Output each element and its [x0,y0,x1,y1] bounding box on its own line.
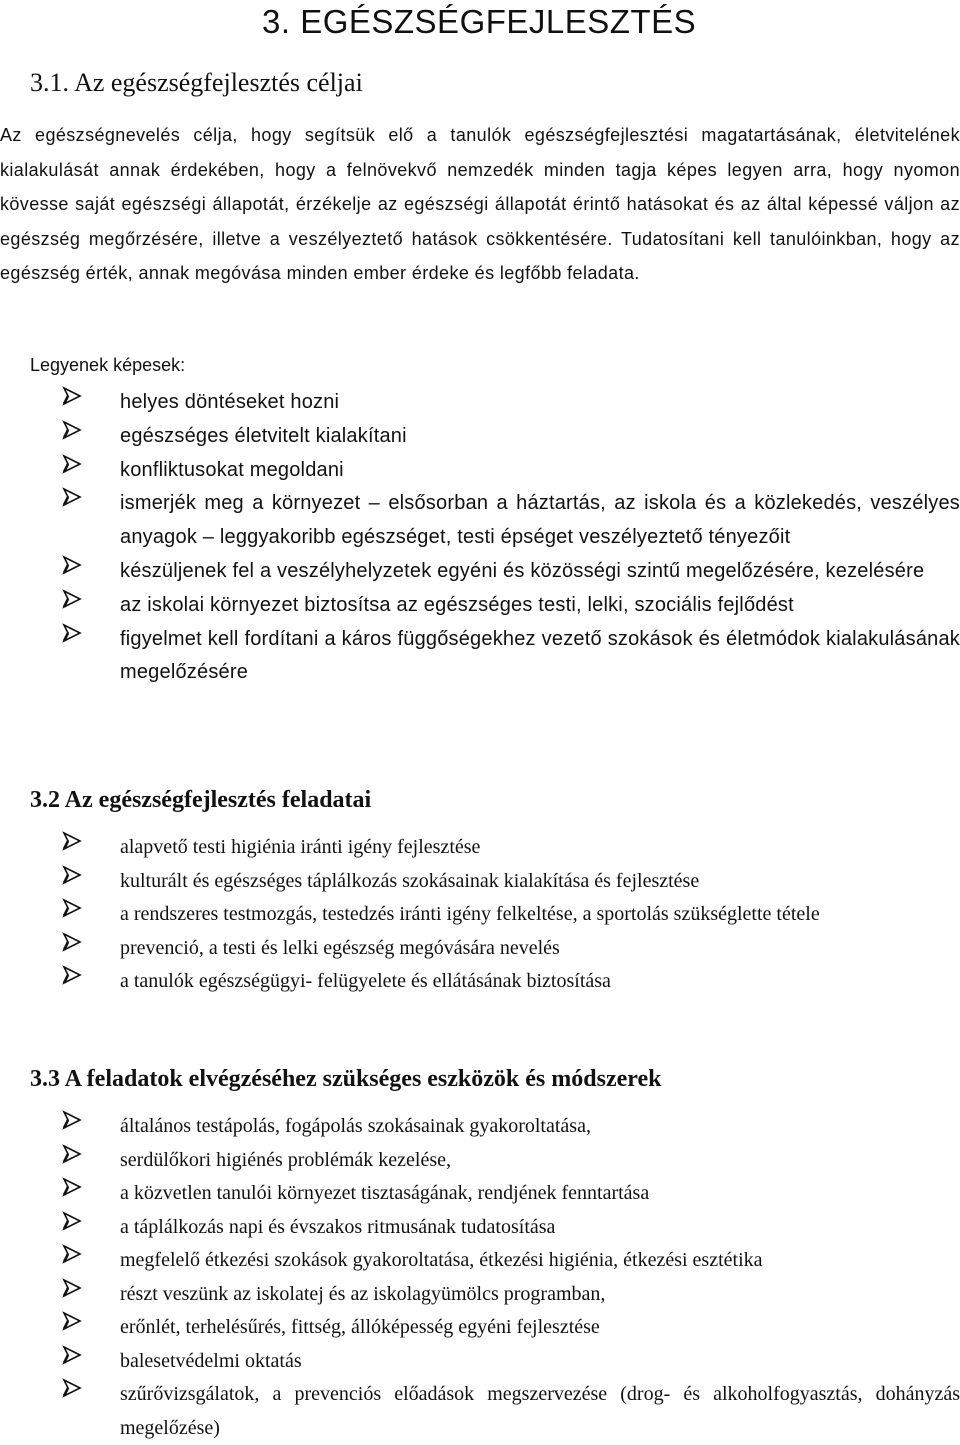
list-item [120,487,960,555]
list-item-text: helyes döntéseket hozni [120,391,340,413]
arrowhead-bullet-icon [62,1211,84,1233]
list-item-text: az iskolai környezet biztosítsa az egészséges testi, lelki, szociális fejlődést [120,593,794,616]
list-item-text: a közvetlen tanulói környezet tisztaságának, rendjének fenntartása [120,1182,650,1204]
list-item-text: serdülőkori higiénés problémák kezelése, [120,1148,451,1171]
list-item-text: erőnlét, terhelésűrés, fittség, állóképesség egyéni fejlesztése [120,1316,600,1338]
list-item [120,1177,960,1211]
arrowhead-bullet-icon [62,454,84,476]
arrowhead-bullet-icon [62,1110,84,1132]
arrowhead-bullet-icon [62,386,84,408]
arrowhead-bullet-icon [62,555,84,577]
list-item-text: alapvető testi higiénia iránti igény fejlesztése [120,836,481,858]
list-item [120,831,960,865]
list-item-text: a rendszeres testmozgás, testedzés iránti igény felkeltése, a sportolás szükséglette tétele [120,903,820,925]
arrowhead-bullet-icon [62,487,84,509]
list-item [120,454,960,488]
arrowhead-bullet-icon [62,932,84,954]
list-item [120,865,960,899]
list-item [120,555,960,589]
list-item [120,420,960,454]
section-heading-tasks: 3.2 Az egészségfejlesztés feladatai [30,787,372,813]
list-item [120,1144,960,1178]
list-item-text: készüljenek fel a veszélyhelyzetek egyéni és közösségi szintű megelőzésére, kezelésére [120,559,925,582]
section-heading-goals: 3.1. Az egészségfejlesztés céljai [30,68,363,97]
list-item [120,898,960,932]
arrowhead-bullet-icon [62,965,84,987]
list-item [120,965,960,999]
list-item-text: a táplálkozás napi és évszakos ritmusának tudatosítása [120,1215,556,1238]
list-item-text: balesetvédelmi oktatás [120,1349,302,1372]
list-item [120,1311,960,1345]
arrowhead-bullet-icon [62,623,84,645]
list-item-text: kulturált és egészséges táplálkozás szokásainak kialakítása és fejlesztése [120,869,700,892]
list-item [120,1110,960,1144]
list-item-text: prevenció, a testi és lelki egészség megóvására nevelés [120,936,560,959]
methods-list [120,1110,960,1445]
list-item [120,1345,960,1379]
arrowhead-bullet-icon [62,1177,84,1199]
chapter-title: 3. EGÉSZSÉGFEJLESZTÉS [262,3,697,40]
list-item [120,1244,960,1278]
list-item-text: ismerjék meg a környezet – elsősorban a háztartás, az iskola és a közlekedés, veszélyes anyagok – leggyakoribb egészséget, testi épséget veszélyeztető tényezőit [120,492,960,549]
arrowhead-bullet-icon [62,589,84,611]
list-item-text: konfliktusokat megoldani [120,458,344,481]
arrowhead-bullet-icon [62,1244,84,1266]
list-item [120,589,960,623]
arrowhead-bullet-icon [62,420,84,442]
list-item [120,1278,960,1312]
arrowhead-bullet-icon [62,1144,84,1166]
list-item-text: általános testápolás, fogápolás szokásainak gyakoroltatása, [120,1115,591,1137]
arrowhead-bullet-icon [62,898,84,920]
goals-list [120,386,960,690]
list-item [120,386,960,420]
arrowhead-bullet-icon [62,1311,84,1333]
list-item-text: figyelmet kell fordítani a káros függőségekhez vezető szokások és életmódok kialakulásának megelőzésére [120,627,960,684]
list-item-text: egészséges életvitelt kialakítani [120,424,407,447]
intro-paragraph: Az egészségnevelés célja, hogy segítsük elő a tanulók egészségfejlesztési magatartásának, életvitelének kialakulását annak érdekében, hogy a felnövekvő nemzedék minden tagja képes legyen arra, hogy nyomon kövesse saját egészségi állapotát, érzékelje az egészségi állapotát érintő hatásokat és az által képessé váljon az egészség megőrzésére, illetve a veszélyeztető hatások csökkentésére. Tudatosítani kell tanulóinkban, hogy az egészség érték, annak megóvása minden ember érdeke és legfőbb feladata. [0,125,960,283]
list-item [120,1211,960,1245]
list-item-text: részt veszünk az iskolatej és az iskolagyümölcs programban, [120,1282,606,1305]
arrowhead-bullet-icon [62,1278,84,1300]
tasks-list [120,831,960,999]
arrowhead-bullet-icon [62,1345,84,1367]
arrowhead-bullet-icon [62,831,84,853]
list-item [120,932,960,966]
list-item-text: a tanulók egészségügyi- felügyelete és ellátásának biztosítása [120,970,611,992]
list-item [120,623,960,691]
arrowhead-bullet-icon [62,865,84,887]
lead-in-text: Legyenek képesek: [30,355,186,375]
list-item-text: megfelelő étkezési szokások gyakoroltatása, étkezési higiénia, étkezési esztétika [120,1249,763,1271]
section-heading-methods: 3.3 A feladatok elvégzéséhez szükséges eszközök és módszerek [30,1066,662,1092]
list-item-text: szűrővizsgálatok, a prevenciós előadások megszervezése (drog- és alkoholfogyasztás, dohányzás megelőzése) [120,1383,960,1439]
list-item [120,1378,960,1445]
arrowhead-bullet-icon [62,1378,84,1400]
